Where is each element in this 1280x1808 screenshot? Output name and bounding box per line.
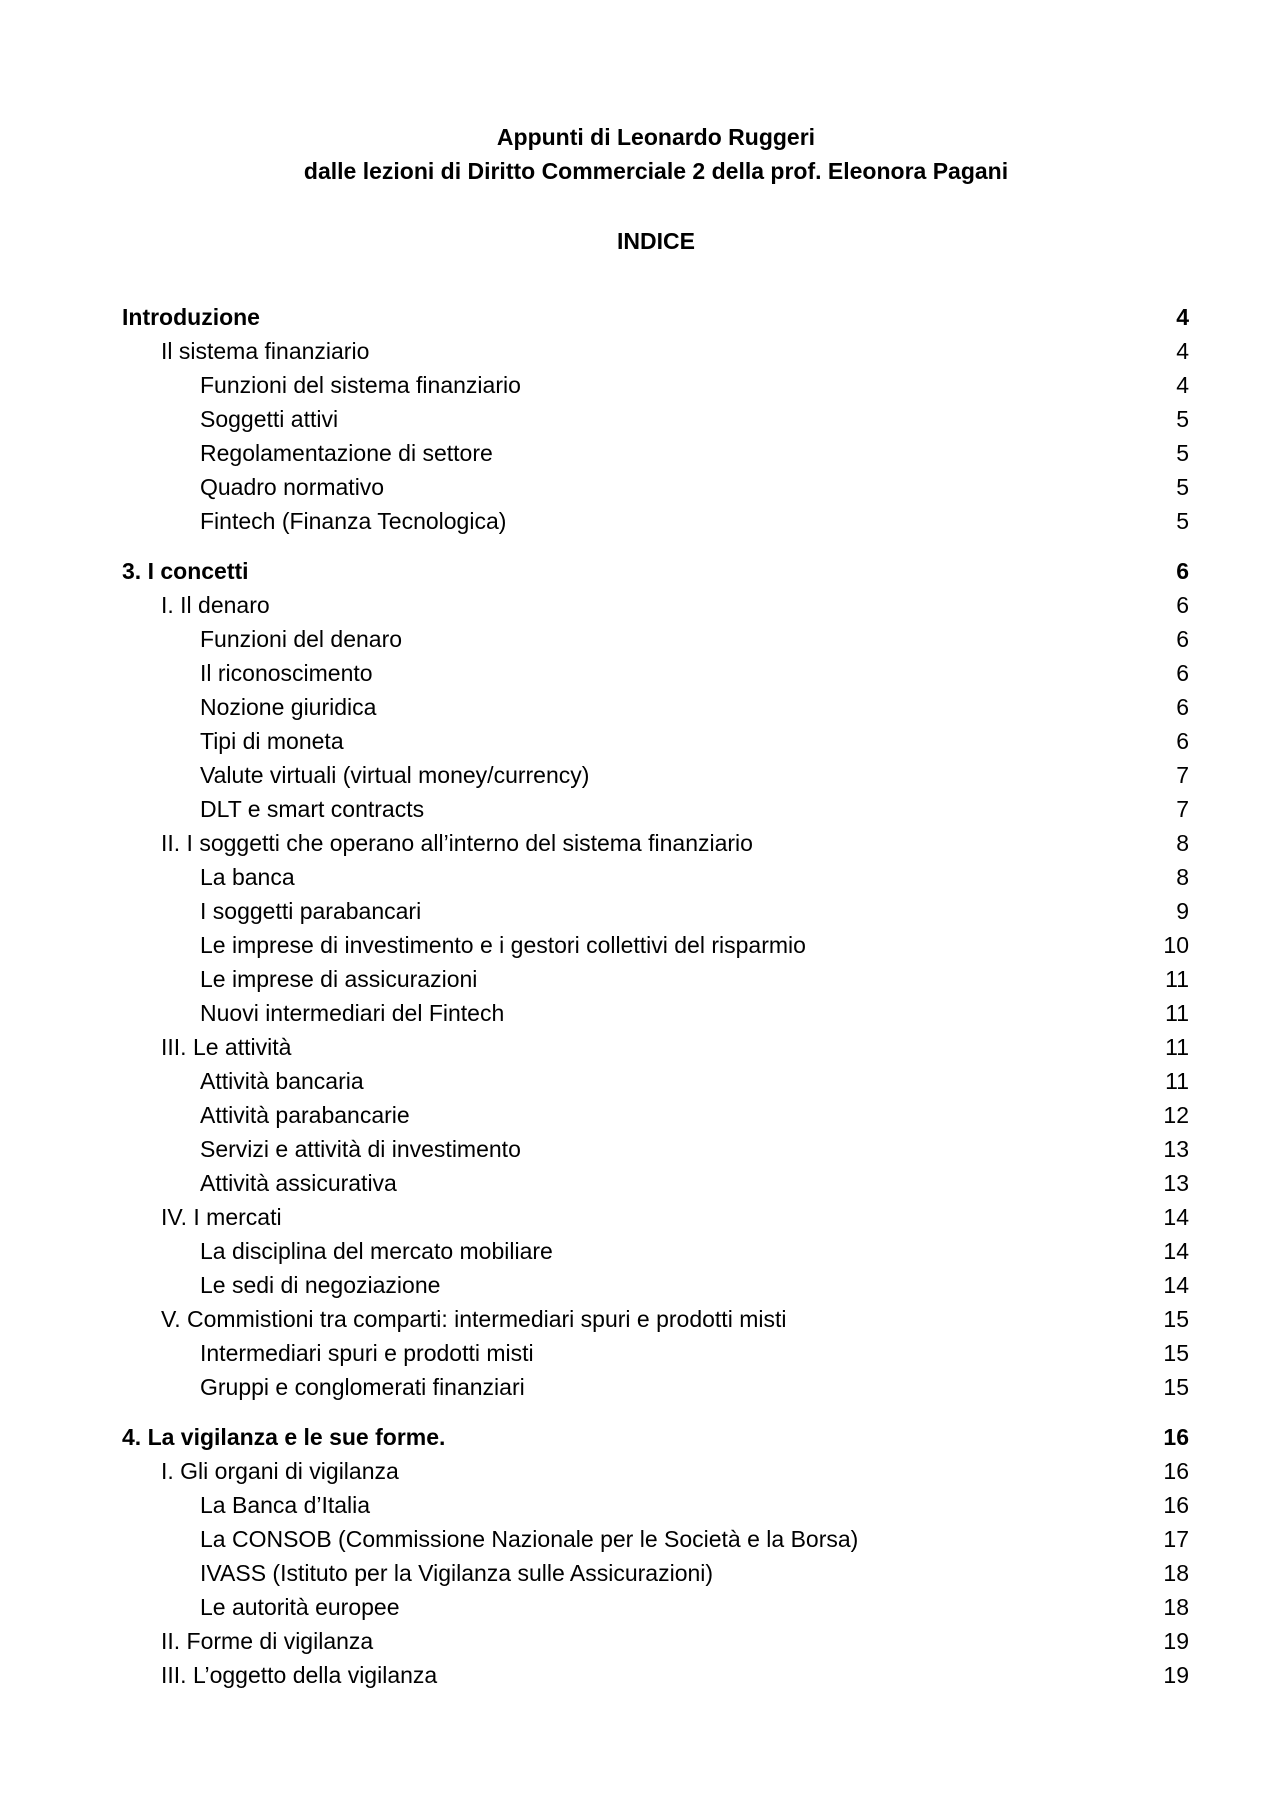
toc-entry-title: III. Le attività [161,1034,292,1060]
toc-subsection [0,504,1280,538]
toc-page-number: 11 [1165,966,1189,992]
toc-page-number: 6 [1176,626,1189,652]
toc-section [0,588,1280,622]
toc-subsection [0,622,1280,656]
toc-entry-title: I. Gli organi di vigilanza [161,1458,399,1484]
toc-entry-title: Valute virtuali (virtual money/currency) [200,762,590,788]
toc-subsection [0,1166,1280,1200]
toc-entry-title: Funzioni del sistema finanziario [200,372,521,398]
toc-page-number: 5 [1176,440,1189,466]
toc-page-number: 16 [1163,1492,1189,1518]
toc-page-number: 5 [1176,406,1189,432]
toc-entry-title: IVASS (Istituto per la Vigilanza sulle Assicurazioni) [200,1560,714,1586]
toc-page-number: 19 [1163,1662,1189,1688]
toc-page-number: 14 [1163,1272,1189,1298]
toc-page-number: 4 [1176,304,1189,330]
toc-entry-title: Nozione giuridica [200,694,377,720]
toc-page-number: 16 [1163,1424,1189,1450]
toc-subsection [0,724,1280,758]
index-heading: INDICE [617,228,695,254]
toc-subsection [0,792,1280,826]
toc-section [0,1658,1280,1692]
toc-page-number: 15 [1163,1306,1189,1332]
toc-chapter [0,1420,1280,1454]
toc-subsection [0,962,1280,996]
toc-entry-title: Soggetti attivi [200,406,339,432]
toc-page-number: 13 [1163,1136,1189,1162]
toc-entry-title: Regolamentazione di settore [200,440,493,466]
toc-page-number: 11 [1165,1068,1189,1094]
toc-entry-title: Attività assicurativa [200,1170,397,1196]
toc-chapter [0,554,1280,588]
toc-page-number: 4 [1176,372,1189,398]
toc-entry-title: II. Forme di vigilanza [161,1628,374,1654]
toc-subsection [0,1556,1280,1590]
toc-entry-title: Gruppi e conglomerati finanziari [200,1374,525,1400]
toc-entry-title: 4. La vigilanza e le sue forme. [122,1424,446,1450]
toc-page-number: 17 [1163,1526,1189,1552]
toc-page-number: 19 [1163,1628,1189,1654]
toc-page-number: 11 [1165,1000,1189,1026]
toc-entry-title: La CONSOB (Commissione Nazionale per le Società e la Borsa) [200,1526,859,1552]
toc-entry-title: Le autorità europee [200,1594,400,1620]
toc-entry-title: Nuovi intermediari del Fintech [200,1000,505,1026]
toc-subsection [0,996,1280,1030]
toc-entry-title: Attività bancaria [200,1068,364,1094]
toc-entry-title: Servizi e attività di investimento [200,1136,521,1162]
toc-entry-title: Le imprese di investimento e i gestori collettivi del risparmio [200,932,806,958]
toc-subsection [0,1522,1280,1556]
toc-entry-title: Introduzione [122,304,260,330]
toc-page-number: 10 [1163,932,1189,958]
toc-page-number: 13 [1163,1170,1189,1196]
toc-page-number: 18 [1163,1594,1189,1620]
toc-page-number: 8 [1176,830,1189,856]
toc-entry-title: La disciplina del mercato mobiliare [200,1238,553,1264]
toc-subsection [0,1370,1280,1404]
toc-entry-title: Tipi di moneta [200,728,344,754]
toc-entry-title: Attività parabancarie [200,1102,410,1128]
toc-subsection [0,1132,1280,1166]
toc-page-number: 7 [1176,796,1189,822]
toc-page-number: 6 [1176,660,1189,686]
toc-entry-title: IV. I mercati [161,1204,282,1230]
toc-subsection [0,690,1280,724]
toc-chapter [0,300,1280,334]
toc-subsection [0,436,1280,470]
toc-subsection [0,1234,1280,1268]
toc-subsection [0,1488,1280,1522]
toc-entry-title: 3. I concetti [122,558,249,584]
toc-page-number: 18 [1163,1560,1189,1586]
toc-subsection [0,470,1280,504]
toc-entry-title: II. I soggetti che operano all’interno del sistema finanziario [161,830,753,856]
toc-page-number: 6 [1176,728,1189,754]
toc-subsection [0,368,1280,402]
toc-subsection [0,928,1280,962]
toc-subsection [0,402,1280,436]
toc-section [0,1454,1280,1488]
toc-entry-title: I soggetti parabancari [200,898,422,924]
toc-page-number: 5 [1176,508,1189,534]
toc-entry-title: Quadro normativo [200,474,385,500]
toc-subsection [0,1268,1280,1302]
toc-page-number: 6 [1176,592,1189,618]
toc-entry-title: Funzioni del denaro [200,626,403,652]
toc-entry-title: V. Commistioni tra comparti: intermediari spuri e prodotti misti [161,1306,787,1332]
toc-section [0,1030,1280,1064]
document-title: Appunti di Leonardo Ruggeri [496,124,816,150]
toc-entry-title: III. L’oggetto della vigilanza [161,1662,438,1688]
toc-subsection [0,758,1280,792]
toc-subsection [0,860,1280,894]
toc-page-number: 9 [1176,898,1189,924]
toc-page-number: 14 [1163,1238,1189,1264]
toc-page-number: 4 [1176,338,1189,364]
toc-entry-title: I. Il denaro [161,592,270,618]
toc-entry-title: Intermediari spuri e prodotti misti [200,1340,534,1366]
toc-subsection [0,1336,1280,1370]
toc-section [0,334,1280,368]
toc-subsection [0,1064,1280,1098]
toc-subsection [0,894,1280,928]
toc-entry-title: Fintech (Finanza Tecnologica) [200,508,507,534]
toc-entry-title: DLT e smart contracts [200,796,425,822]
toc-section [0,1624,1280,1658]
toc-page-number: 16 [1163,1458,1189,1484]
toc-section [0,1200,1280,1234]
toc-entry-title: La banca [200,864,295,890]
toc-page-number: 5 [1176,474,1189,500]
toc-entry-title: Le sedi di negoziazione [200,1272,441,1298]
toc-section [0,826,1280,860]
toc-page-number: 15 [1163,1340,1189,1366]
toc-entry-title: La Banca d’Italia [200,1492,371,1518]
toc-page-number: 7 [1176,762,1189,788]
toc-entry-title: Il riconoscimento [200,660,373,686]
toc-subsection [0,1098,1280,1132]
toc-entry-title: Il sistema finanziario [161,338,370,364]
toc-entry-title: Le imprese di assicurazioni [200,966,478,992]
toc-subsection [0,1590,1280,1624]
toc-section [0,1302,1280,1336]
toc-page-number: 14 [1163,1204,1189,1230]
toc-subsection [0,656,1280,690]
toc-page-number: 15 [1163,1374,1189,1400]
toc-page-number: 6 [1176,558,1189,584]
toc-page-number: 12 [1163,1102,1189,1128]
toc-page-number: 11 [1165,1034,1189,1060]
toc-page-number: 8 [1176,864,1189,890]
toc-page-number: 6 [1176,694,1189,720]
document-subtitle: dalle lezioni di Diritto Commerciale 2 della prof. Eleonora Pagani [303,158,1009,184]
